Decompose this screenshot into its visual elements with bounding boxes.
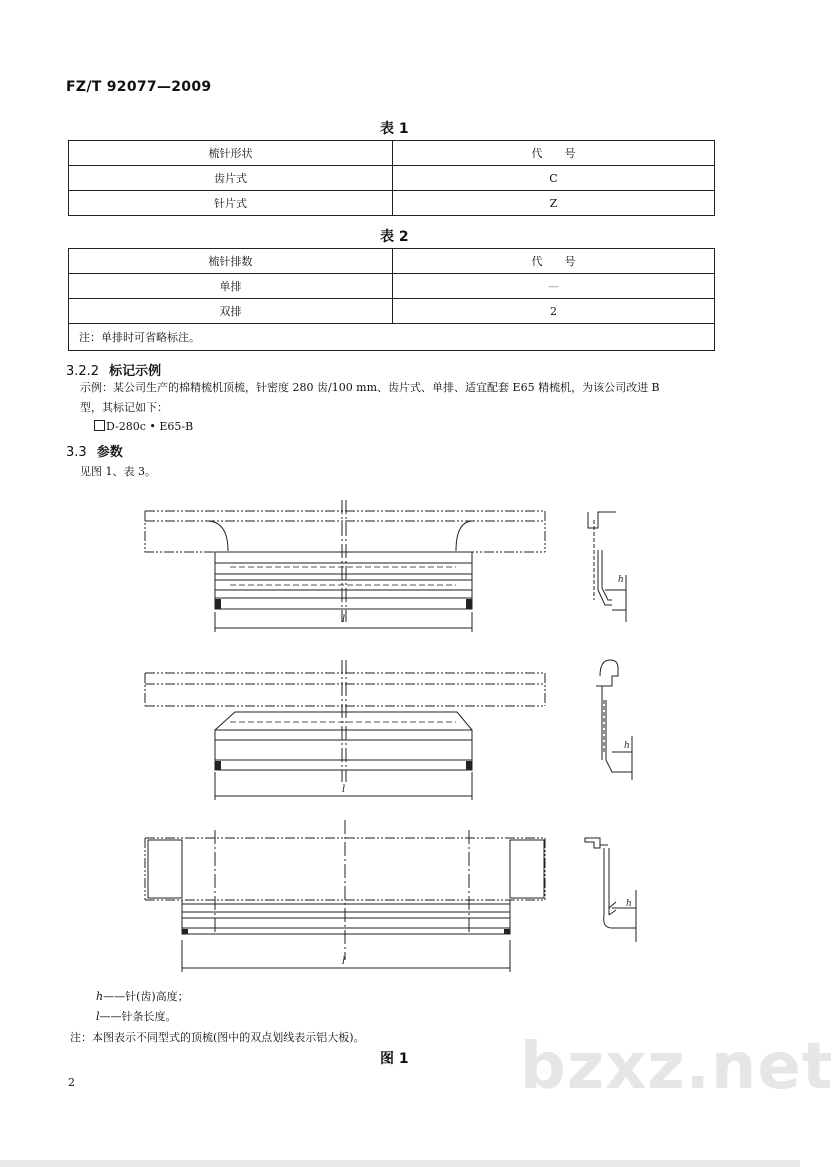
legend-h bbox=[96, 988, 189, 1004]
table1-header-shape: 梳针形状 bbox=[69, 141, 393, 166]
legend-l bbox=[96, 1008, 177, 1024]
table2-header-rows: 梳针排数 bbox=[69, 249, 393, 274]
table2-caption: 表 2 bbox=[380, 229, 409, 245]
comb-drawing-2 bbox=[145, 660, 545, 800]
table1-header-code: 代 号 bbox=[393, 141, 715, 166]
table1-caption: 表 1 bbox=[380, 121, 409, 137]
table2-cell: 单排 bbox=[69, 274, 393, 299]
section-3-3-text: 见图 1、表 3。 bbox=[80, 465, 156, 478]
legend-h-text: ——针(齿)高度； bbox=[103, 990, 189, 1003]
legend-h-symbol: h bbox=[96, 990, 104, 1003]
dim-h-3: h bbox=[626, 899, 632, 909]
table2-cell: — bbox=[393, 274, 715, 299]
table2-note: 注：单排时可省略标注。 bbox=[69, 324, 715, 351]
table1-cell: 针片式 bbox=[69, 191, 393, 216]
page-bottom-edge bbox=[0, 1160, 800, 1167]
table1-cell: C bbox=[393, 166, 715, 191]
side-profile-3 bbox=[585, 838, 636, 942]
side-profile-1 bbox=[588, 512, 626, 622]
table1-cell: Z bbox=[393, 191, 715, 216]
table2-cell: 双排 bbox=[69, 299, 393, 324]
table2-header-code: 代 号 bbox=[393, 249, 715, 274]
legend-l-text: ——针条长度。 bbox=[99, 1010, 177, 1023]
comb-drawing-1 bbox=[145, 500, 545, 632]
section-title: 标记示例 bbox=[109, 364, 162, 379]
legend-l-symbol: l bbox=[96, 1010, 100, 1023]
table1-cell: 齿片式 bbox=[69, 166, 393, 191]
section-title: 参数 bbox=[96, 445, 123, 460]
example-line-2: 型，其标记如下： bbox=[80, 401, 168, 414]
figure-caption: 图 1 bbox=[380, 1051, 409, 1067]
comb-drawing-3 bbox=[145, 820, 545, 972]
side-profile-2 bbox=[596, 660, 632, 780]
marking-text: D-280c • E65-B bbox=[106, 420, 194, 433]
section-number: 3.2.2 bbox=[66, 364, 100, 379]
table2-cell: 2 bbox=[393, 299, 715, 324]
dim-h-2: h bbox=[624, 741, 630, 751]
watermark: bzxz.net bbox=[520, 1030, 833, 1104]
example-line-1: 示例：某公司生产的棉精梳机顶梳，针密度 280 齿/100 mm、齿片式、单排、适宜配套 E65 精梳机，为该公司改进 B bbox=[80, 381, 660, 394]
figure-note: 注：本图表示不同型式的顶梳(图中的双点划线表示铝大板)。 bbox=[70, 1031, 365, 1044]
standard-code: FZ/T 92077—2009 bbox=[66, 79, 212, 95]
dim-l-2: l bbox=[342, 784, 346, 795]
dim-l-3: l bbox=[342, 956, 346, 967]
section-number: 3.3 bbox=[66, 445, 87, 460]
page-number: 2 bbox=[68, 1076, 75, 1089]
dim-h-1: h bbox=[618, 575, 624, 585]
dim-l-1: l bbox=[342, 614, 346, 625]
